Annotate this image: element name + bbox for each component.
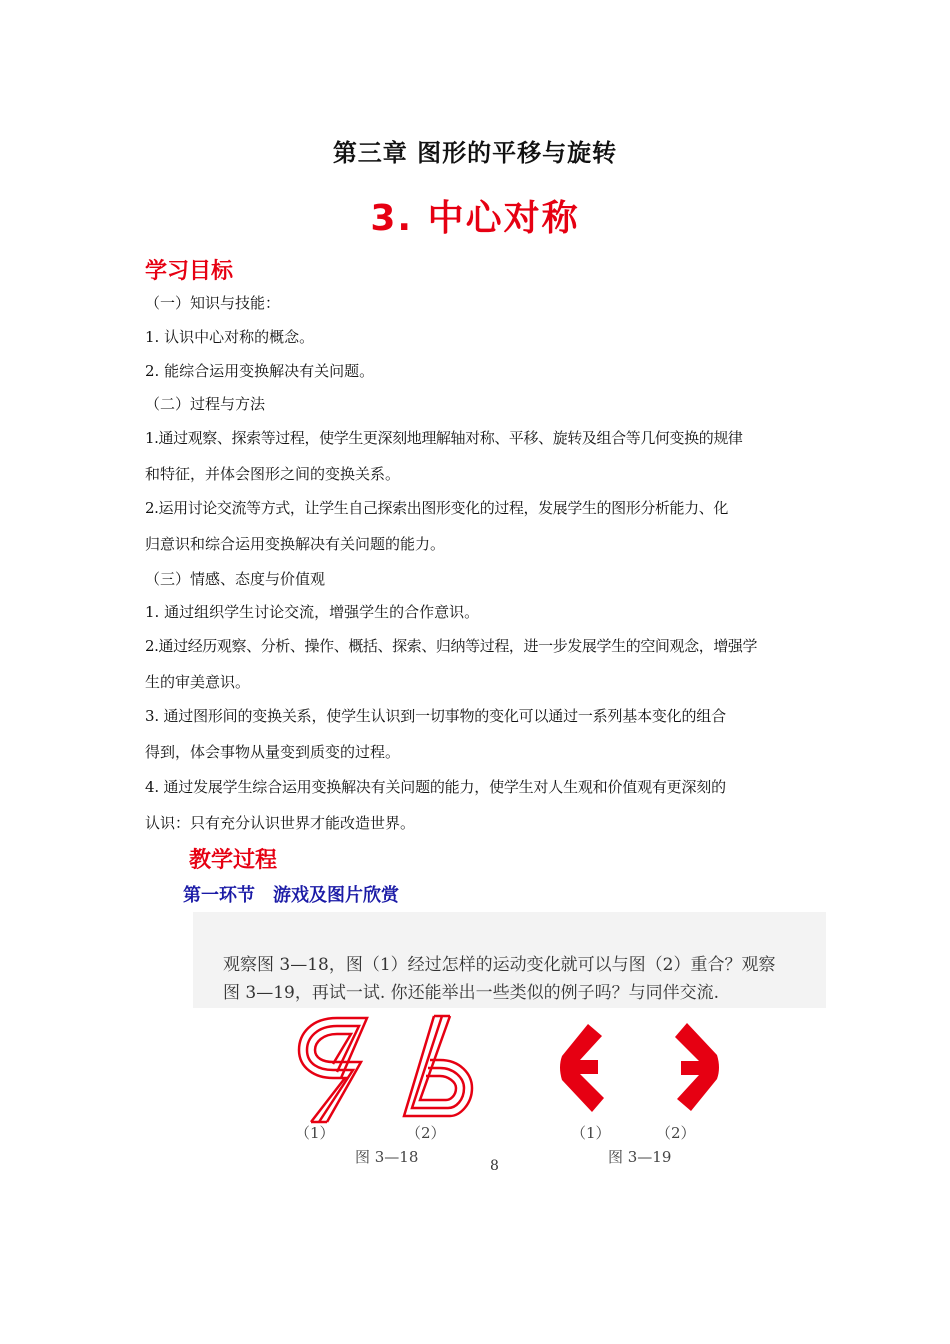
- figure-label: （2）: [656, 1124, 696, 1142]
- figure-caption: 图 3—19: [608, 1148, 672, 1166]
- process-heading: 教学过程: [189, 848, 278, 873]
- objective-line: （三）情感、态度与价值观: [145, 570, 326, 588]
- figure-3-19-1-glyph: [558, 1020, 628, 1115]
- section-title: 3. 中心对称: [370, 198, 580, 239]
- textbook-figure: [193, 912, 826, 1172]
- objective-line: （二）过程与方法: [145, 395, 266, 413]
- figure-text-line: 观察图 3—18，图（1）经过怎样的运动变化就可以与图（2）重合？观察: [223, 955, 776, 975]
- figure-3-18-2-glyph: [398, 1012, 478, 1127]
- figure-label: （1）: [295, 1124, 335, 1142]
- figure-text-line: 图 3—19，再试一试. 你还能举出一些类似的例子吗？与同伴交流.: [223, 983, 720, 1003]
- objective-line: 3. 通过图形间的变换关系，使学生认识到一切事物的变化可以通过一系列基本变化的组合: [145, 707, 726, 725]
- process-subheading: 第一环节 游戏及图片欣赏: [183, 885, 399, 906]
- objective-line: 2. 能综合运用变换解决有关问题。: [145, 362, 375, 380]
- objective-line: 4. 通过发展学生综合运用变换解决有关问题的能力，使学生对人生观和价值观有更深刻的: [145, 778, 726, 796]
- objective-line: 和特征，并体会图形之间的变换关系。: [145, 465, 401, 483]
- objective-line: 归意识和综合运用变换解决有关问题的能力。: [145, 535, 446, 553]
- figure-3-18-1-glyph: [293, 1012, 373, 1127]
- objective-line: 得到，体会事物从量变到质变的过程。: [145, 743, 401, 761]
- chapter-title: 第三章 图形的平移与旋转: [332, 139, 618, 167]
- objective-line: 生的审美意识。: [145, 673, 251, 691]
- objective-line: 1.通过观察、探索等过程，使学生更深刻地理解轴对称、平移、旋转及组合等几何变换的规律: [145, 429, 743, 447]
- figure-3-19-2-glyph: [651, 1020, 721, 1115]
- objective-line: 1. 通过组织学生讨论交流，增强学生的合作意识。: [145, 603, 480, 621]
- objectives-heading: 学习目标: [145, 259, 234, 284]
- objective-line: 2.通过经历观察、分析、操作、概括、探索、归纳等过程，进一步发展学生的空间观念，增强学: [145, 637, 758, 655]
- objective-line: 1. 认识中心对称的概念。: [145, 328, 315, 346]
- page-number: 8: [490, 1158, 499, 1174]
- figure-label: （1）: [571, 1124, 611, 1142]
- figure-label: （2）: [406, 1124, 446, 1142]
- objective-line: （一）知识与技能：: [145, 294, 281, 312]
- objective-line: 2.运用讨论交流等方式，让学生自己探索出图形变化的过程，发展学生的图形分析能力、化: [145, 499, 728, 517]
- objective-line: 认识：只有充分认识世界才能改造世界。: [145, 814, 416, 832]
- figure-caption: 图 3—18: [355, 1148, 419, 1166]
